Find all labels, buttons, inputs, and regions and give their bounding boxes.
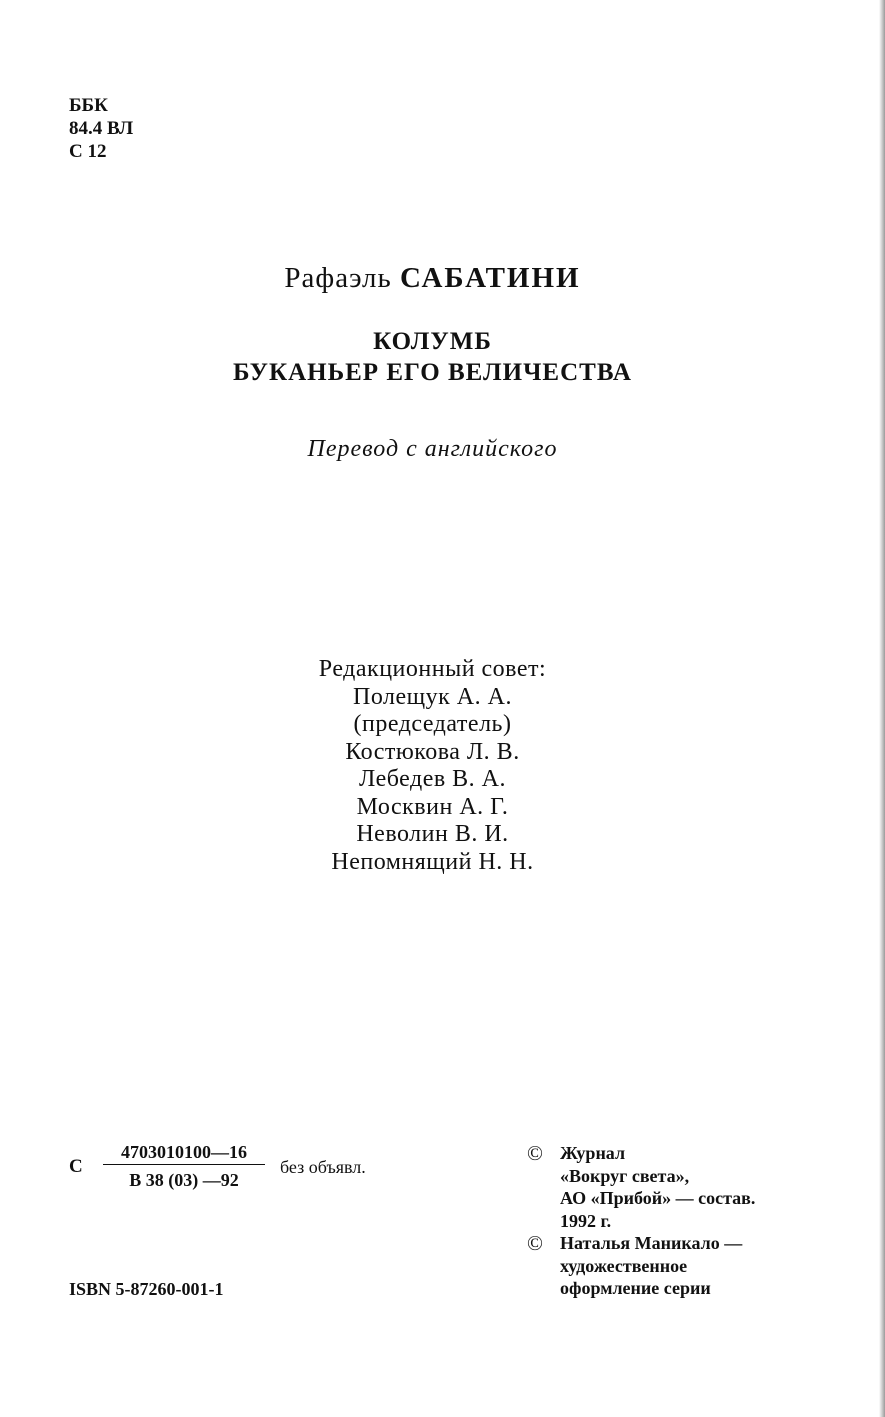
board-member: Неволин В. И. xyxy=(356,821,509,847)
translation-note: Перевод с английского xyxy=(307,436,558,462)
book-title-1: КОЛУМБ xyxy=(373,328,492,355)
copyright-icon: © xyxy=(527,1231,543,1255)
copyright-line: АО «Прибой» — состав. xyxy=(560,1188,756,1208)
isbn: ISBN 5-87260-001-1 xyxy=(69,1279,224,1299)
catalog-denominator: В 38 (03) —92 xyxy=(129,1170,239,1190)
author-name xyxy=(0,262,865,295)
board-member: Костюкова Л. В. xyxy=(345,738,520,765)
copyright-line: «Вокруг света», xyxy=(560,1165,690,1186)
bbk-label: ББК xyxy=(69,95,108,116)
copyright-line: Наталья Маникало — xyxy=(560,1233,743,1253)
catalog-note: без объявл. xyxy=(280,1157,366,1177)
author-first-name: Рафаэль xyxy=(284,262,392,294)
catalog-numerator: 4703010100—16 xyxy=(121,1142,247,1162)
copyright-notice xyxy=(527,1232,742,1300)
book-title-2: БУКАНЬЕР ЕГО ВЕЛИЧЕСТВА xyxy=(232,359,632,386)
copyright-line: художественное xyxy=(560,1255,688,1276)
bbk-code: 84.4 ВЛ xyxy=(69,118,134,139)
bbk-classification xyxy=(69,94,133,163)
board-member: Москвин А. Г. xyxy=(356,793,509,820)
bbk-index: С 12 xyxy=(69,141,107,162)
catalog-fraction xyxy=(103,1140,265,1192)
fraction-bar xyxy=(103,1164,265,1165)
copyright-icon: © xyxy=(527,1141,543,1165)
author-surname: САБАТИНИ xyxy=(399,262,581,294)
board-member: Полещук А. А. xyxy=(353,683,512,710)
board-member: (председатель) xyxy=(353,711,512,737)
board-member: Непомнящий Н. Н. xyxy=(331,848,534,875)
book-titles xyxy=(0,326,865,388)
copyright-line: 1992 г. xyxy=(560,1210,612,1231)
copyright-line: оформление серии xyxy=(560,1278,711,1298)
catalog-index xyxy=(69,1140,429,1200)
editorial-board-heading: Редакционный совет: xyxy=(318,656,547,682)
copyright-notice xyxy=(527,1142,755,1232)
scan-edge xyxy=(879,0,885,1417)
copyright-line: Журнал xyxy=(560,1143,626,1163)
editorial-board xyxy=(0,656,865,876)
catalog-letter: С xyxy=(69,1156,83,1177)
board-member: Лебедев В. А. xyxy=(358,766,507,792)
